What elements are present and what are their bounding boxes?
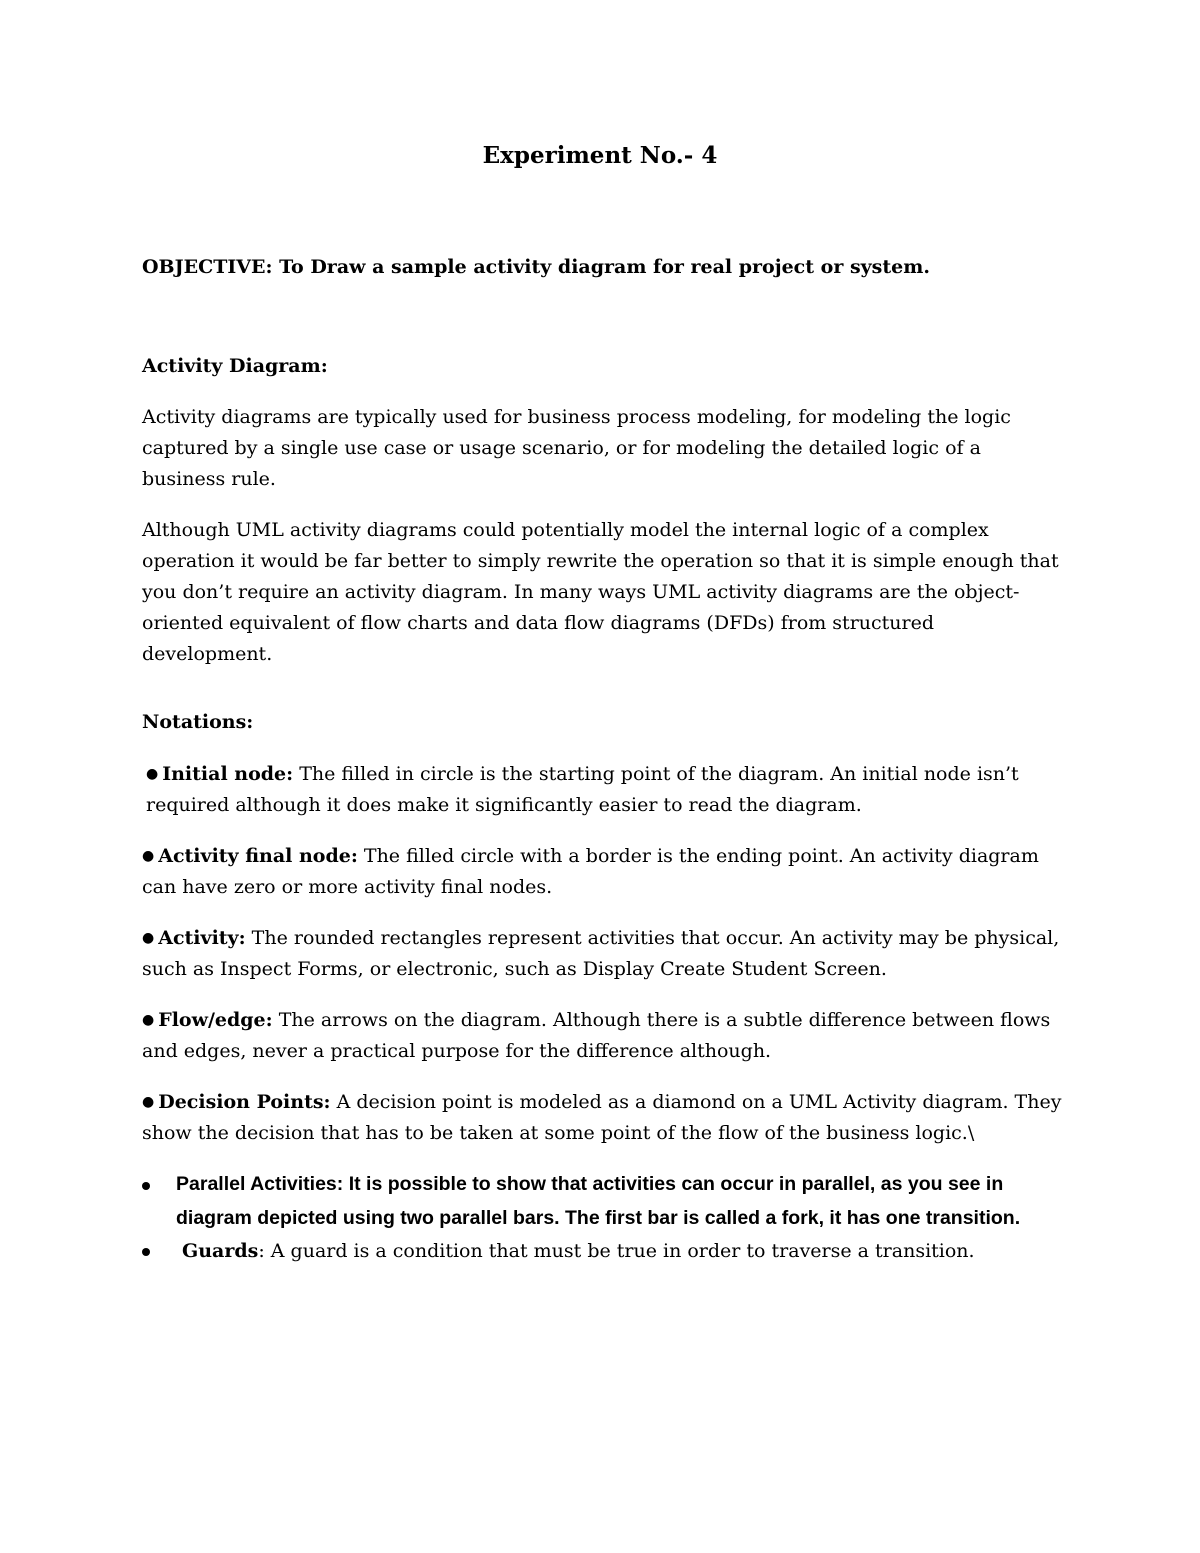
- paragraph-2: Although UML activity diagrams could potentially model the internal logic of a complex operation it would be far better to simply rewrite the operation so that it is simple enough that you don’t require an activity diagram. In many ways UML activity diagrams are the object-oriented equivalent of flow charts and data flow diagrams (DFDs) from structured development.: [142, 519, 1059, 665]
- objective-line: OBJECTIVE: To Draw a sample activity diagram for real project or system.: [142, 256, 930, 278]
- bullet-icon: ●: [146, 766, 159, 782]
- notation-text: It is possible to show that activities can occur in parallel, as you see in diagram depicted using two parallel bars. The first bar is called a fork, it has one transition.: [176, 1173, 1021, 1229]
- notation-term: Parallel Activities:: [176, 1173, 344, 1195]
- bullet-icon: ●: [142, 1094, 155, 1110]
- activity-diagram-heading: Activity Diagram:: [142, 355, 328, 377]
- bullet-icon: ●: [142, 848, 155, 864]
- notation-text: The arrows on the diagram. Although there is a subtle difference between flows and edges, never a practical purpose for the difference although.: [142, 1009, 1051, 1062]
- notation-text: The rounded rectangles represent activities that occur. An activity may be physical, such as Inspect Forms, or electronic, such as Display Create Student Screen.: [142, 927, 1060, 980]
- notation-text: The filled circle with a border is the ending point. An activity diagram can have zero or more activity final nodes.: [142, 845, 1039, 898]
- paragraph-1: Activity diagrams are typically used for business process modeling, for modeling the logic captured by a single use case or usage scenario, or for modeling the detailed logic of a business rule.: [142, 406, 1011, 490]
- notation-activity: [142, 923, 1062, 985]
- notation-flow-edge: [142, 1005, 1062, 1067]
- notation-text: A decision point is modeled as a diamond on a UML Activity diagram. They show the decision that has to be taken at some point of the flow of the business logic.\: [142, 1091, 1062, 1144]
- notation-term: Activity final node:: [158, 845, 358, 867]
- page-title: Experiment No.- 4: [482, 142, 718, 169]
- notation-initial-node: [142, 759, 1066, 821]
- bullet-icon: ●: [142, 1012, 155, 1028]
- notation-text: : A guard is a condition that must be true in order to traverse a transition.: [258, 1240, 975, 1262]
- bullet-icon: [142, 1182, 150, 1190]
- notation-term: Flow/edge:: [158, 1009, 273, 1031]
- bullet-icon: ●: [142, 930, 155, 946]
- notation-term: Activity:: [158, 927, 246, 949]
- notation-term: Initial node:: [162, 763, 294, 785]
- notation-parallel-activities: [142, 1167, 1062, 1235]
- notation-activity-final-node: [142, 841, 1062, 903]
- notations-heading: Notations:: [142, 711, 254, 733]
- notation-guards: [142, 1234, 1062, 1268]
- notation-decision-points: [142, 1087, 1062, 1149]
- notation-text: The filled in circle is the starting point of the diagram. An initial node isn’t required although it does make it significantly easier to read the diagram.: [146, 763, 1019, 816]
- notation-term: Decision Points:: [158, 1091, 331, 1113]
- bullet-icon: [142, 1248, 150, 1256]
- notation-term: Guards: [182, 1240, 259, 1262]
